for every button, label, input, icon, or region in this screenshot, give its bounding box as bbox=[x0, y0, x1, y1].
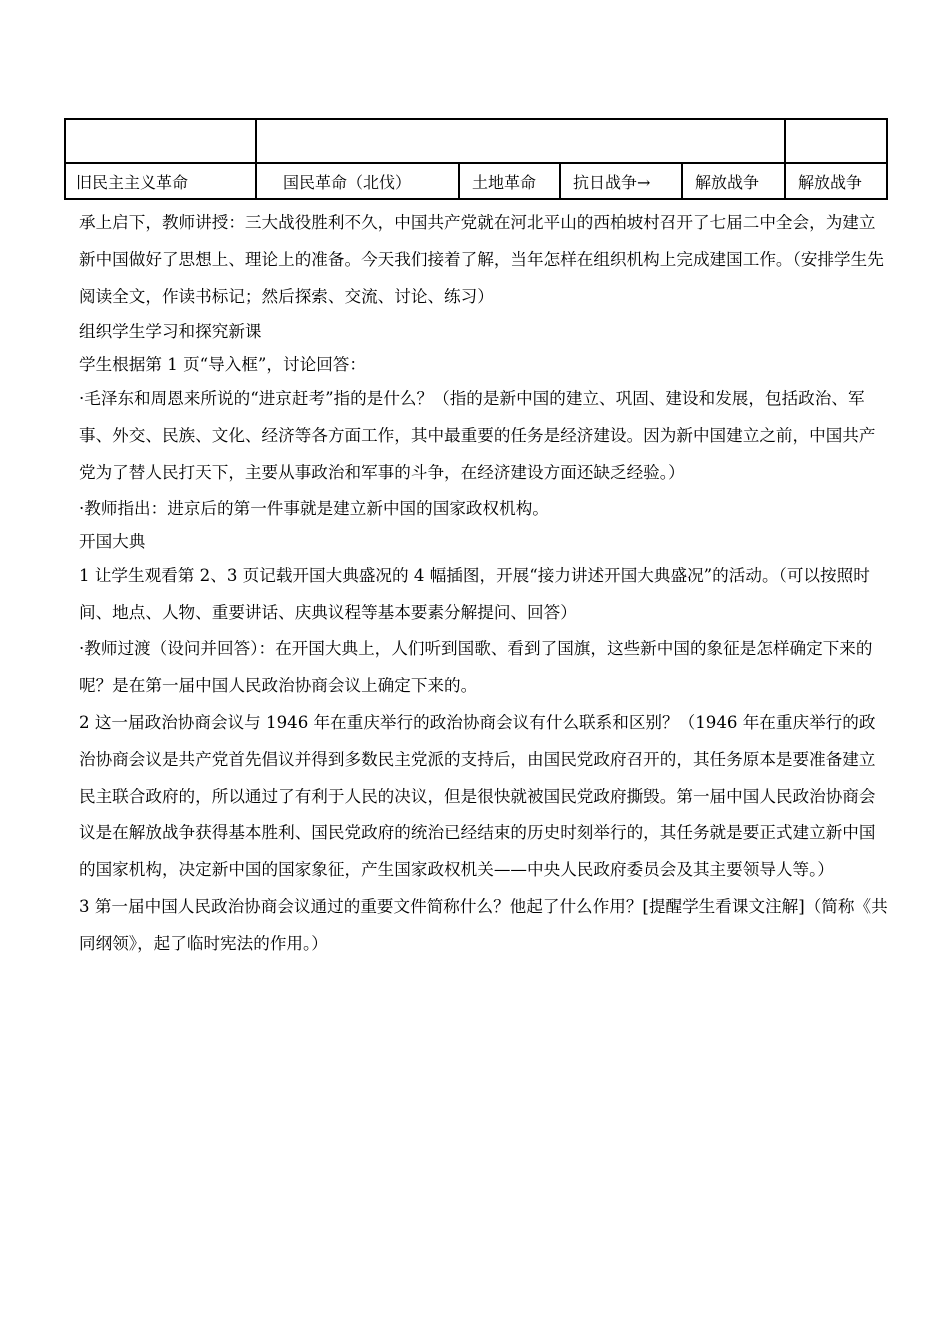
table-cell: 土地革命 bbox=[459, 163, 560, 199]
table-cell bbox=[785, 119, 887, 163]
paragraph: 2 这一届政治协商会议与 1946 年在重庆举行的政治协商会议有什么联系和区别？（1946 年在重庆举行的政治协商会议是共产党首先倡议并得到多数民主党派的支持后，由国民党政府召开的，其任务原本是要准备建立民主联合政府的，所以通过了有利于人民的决议，但是很快就被国民党政府撕毁。第一届中国人民政治协商会议是在解放战争获得基本胜利、国民党政府的统治已经结束的历史时刻举行的，其任务就是要正式建立新中国的国家机构，决定新中国的国家象征，产生国家政权机关——中央人民政府委员会及其主要领导人等。） bbox=[79, 712, 876, 880]
paragraph-intro: 承上启下，教师讲授：三大战役胜利不久，中国共产党就在河北平山的西柏坡村召开了七届二中全会，为建立新中国做好了思想上、理论上的准备。今天我们接着了解，当年怎样在组织机构上完成建国工作。（安排学生先阅读全文，作读书标记；然后探索、交流、讨论、练习） bbox=[79, 213, 884, 306]
revolution-periods-table bbox=[64, 118, 888, 200]
section-heading: 开国大典 bbox=[79, 531, 146, 551]
table-cell: 国民革命（北伐） bbox=[256, 163, 459, 199]
table-cell bbox=[256, 119, 785, 163]
document-body bbox=[79, 205, 889, 963]
table-cell: 解放战争 bbox=[785, 163, 887, 199]
paragraph: ·教师指出：进京后的第一件事就是建立新中国的国家政权机构。 bbox=[79, 498, 549, 518]
table-row bbox=[65, 163, 887, 199]
paragraph: 学生根据第 1 页“导入框”，讨论回答： bbox=[79, 355, 366, 375]
table-row bbox=[65, 119, 887, 163]
table-cell: 旧民主主义革命 bbox=[65, 163, 256, 199]
table-cell: 解放战争 bbox=[682, 163, 785, 199]
paragraph: 3 第一届中国人民政治协商会议通过的重要文件简称什么？他起了什么作用？[提醒学生看课文注解]（简称《共同纲领》，起了临时宪法的作用。） bbox=[79, 896, 888, 953]
paragraph: ·毛泽东和周恩来所说的“进京赶考”指的是什么？（指的是新中国的建立、巩固、建设和发展，包括政治、军事、外交、民族、文化、经济等各方面工作，其中最重要的任务是经济建设。因为新中国建立之前，中国共产党为了替人民打天下，主要从事政治和军事的斗争，在经济建设方面还缺乏经验。） bbox=[79, 389, 876, 482]
paragraph: ·教师过渡（设问并回答）：在开国大典上，人们听到国歌、看到了国旗，这些新中国的象征是怎样确定下来的呢？是在第一届中国人民政治协商会议上确定下来的。 bbox=[79, 639, 873, 696]
section-heading: 组织学生学习和探究新课 bbox=[79, 322, 262, 342]
table-cell bbox=[65, 119, 256, 163]
paragraph: 1 让学生观看第 2、3 页记载开国大典盛况的 4 幅插图，开展“接力讲述开国大典盛况”的活动。（可以按照时间、地点、人物、重要讲话、庆典议程等基本要素分解提问、回答） bbox=[79, 565, 870, 622]
table-cell: 抗日战争→ bbox=[560, 163, 682, 199]
